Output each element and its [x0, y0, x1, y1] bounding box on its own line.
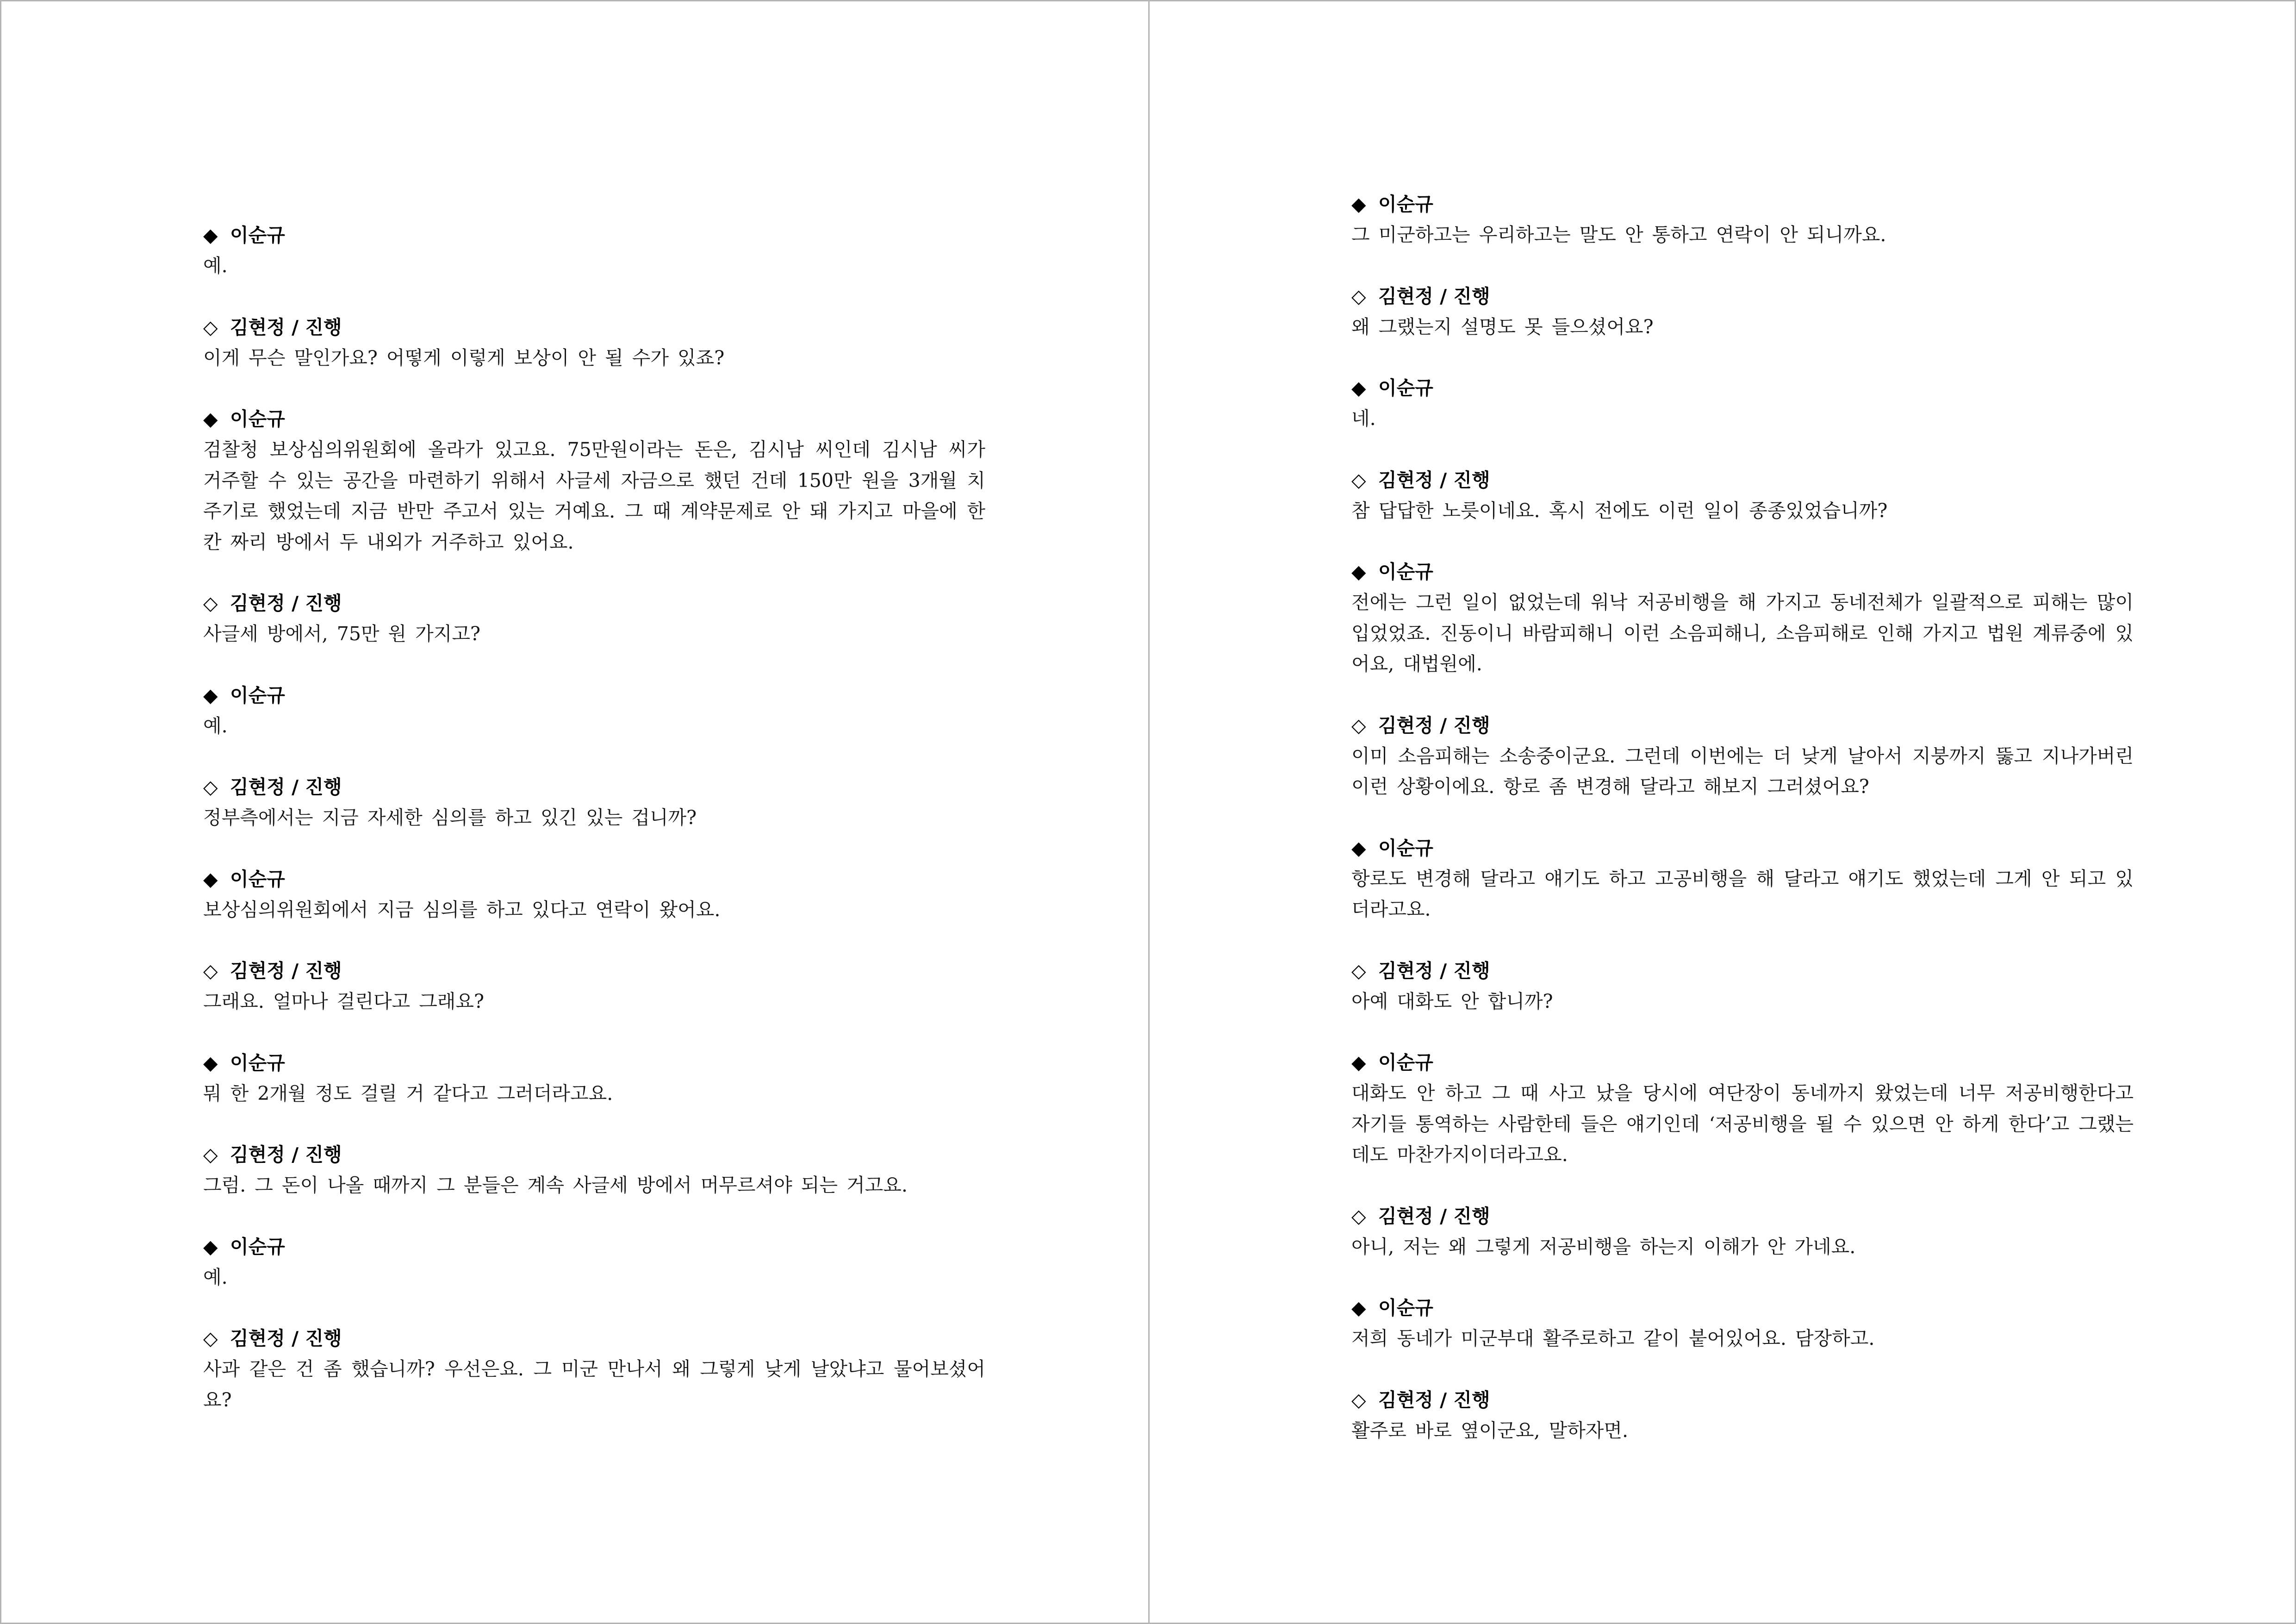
speaker-line	[203, 772, 985, 802]
speaker-line	[203, 220, 985, 250]
speaker-marker: ◇	[1351, 1205, 1366, 1227]
speaker-line	[1351, 956, 2134, 986]
right-page	[1150, 1, 2295, 1623]
speaker-name: 김현정 / 진행	[1378, 959, 1490, 982]
speaker-marker: ◇	[203, 1327, 218, 1349]
speaker-name: 이순규	[230, 684, 285, 706]
speaker-marker: ◇	[203, 316, 218, 338]
dialogue-text: 보상심의위원회에서 지금 심의를 하고 있다고 연락이 왔어요.	[203, 898, 721, 921]
speaker-line	[203, 588, 985, 618]
dialogue-entry	[203, 312, 985, 374]
dialogue-text: 정부측에서는 지금 자세한 심의를 하고 있긴 있는 겁니까?	[203, 806, 697, 829]
speaker-marker: ◆	[1351, 193, 1366, 215]
speaker-marker: ◇	[203, 1143, 218, 1166]
speaker-marker: ◇	[1351, 285, 1366, 307]
speaker-marker: ◇	[203, 960, 218, 982]
dialogue-entry	[1351, 189, 2134, 250]
dialogue-entry	[1351, 465, 2134, 526]
dialogue-text: 사과 같은 건 좀 했습니까? 우선은요. 그 미군 만나서 왜 그렇게 낮게 날았냐고 물어보셨어요?	[203, 1358, 985, 1411]
dialogue-entry	[203, 1323, 985, 1415]
dialogue-text: 검찰청 보상심의위원회에 올라가 있고요. 75만원이라는 돈은, 김시남 씨인데 김시남 씨가 거주할 수 있는 공간을 마련하기 위해서 사글세 자금으로 했던 건데 150만 원을 3개월 치 주기로 했었는데 지금 반만 주고서 있는 거예요. 그 때 계약문제로 안 돼 가지고 마을에 한 칸 짜리 방에서 두 내외가 거주하고 있어요.	[203, 438, 985, 553]
speaker-marker: ◆	[203, 1235, 218, 1258]
dialogue-entry	[203, 1139, 985, 1201]
speaker-marker: ◆	[203, 224, 218, 246]
dialogue-text: 이미 소음피해는 소송중이군요. 그런데 이번에는 더 낮게 날아서 지붕까지 뚫고 지나가버린 이런 상황이에요. 항로 좀 변경해 달라고 해보지 그러셨어요?	[1351, 744, 2134, 798]
dialogue-text: 저희 동네가 미군부대 활주로하고 같이 붙어있어요. 담장하고.	[1351, 1327, 1875, 1349]
speaker-marker: ◇	[203, 592, 218, 614]
speaker-name: 김현정 / 진행	[1378, 468, 1490, 491]
dialogue-entry	[203, 956, 985, 1017]
dialogue-entry	[1351, 1293, 2134, 1354]
dialogue-entry	[1351, 956, 2134, 1017]
speaker-name: 이순규	[1378, 377, 1433, 399]
speaker-marker: ◆	[203, 868, 218, 890]
dialogue-text: 활주로 바로 옆이군요, 말하자면.	[1351, 1419, 1629, 1442]
dialogue-entry	[1351, 1201, 2134, 1262]
speaker-line	[203, 1139, 985, 1170]
dialogue-text: 항로도 변경해 달라고 얘기도 하고 고공비행을 해 달라고 얘기도 했었는데 그게 안 되고 있더라고요.	[1351, 867, 2134, 920]
speaker-name: 김현정 / 진행	[230, 1327, 342, 1349]
dialogue-entry	[203, 680, 985, 742]
speaker-line	[1351, 373, 2134, 403]
speaker-name: 이순규	[230, 1051, 285, 1074]
speaker-line	[1351, 1047, 2134, 1078]
dialogue-text: 사글세 방에서, 75만 원 가지고?	[203, 623, 480, 645]
speaker-name: 김현정 / 진행	[1378, 714, 1490, 737]
dialogue-entry	[203, 404, 985, 557]
dialogue-entry	[203, 1231, 985, 1293]
speaker-line	[203, 1048, 985, 1078]
speaker-name: 김현정 / 진행	[230, 1143, 342, 1166]
speaker-line	[203, 312, 985, 343]
speaker-marker: ◆	[1351, 1051, 1366, 1074]
speaker-name: 이순규	[230, 224, 285, 246]
speaker-name: 김현정 / 진행	[230, 776, 342, 798]
speaker-marker: ◆	[203, 1051, 218, 1074]
dialogue-text: 네.	[1351, 407, 1376, 430]
speaker-marker: ◇	[203, 776, 218, 798]
speaker-line	[1351, 465, 2134, 495]
left-page-content	[203, 220, 985, 1446]
dialogue-entry	[1351, 1385, 2134, 1446]
speaker-marker: ◇	[1351, 468, 1366, 491]
speaker-line	[1351, 556, 2134, 587]
dialogue-entry	[1351, 281, 2134, 343]
speaker-line	[203, 956, 985, 986]
speaker-marker: ◇	[1351, 1388, 1366, 1411]
dialogue-entry	[1351, 1047, 2134, 1170]
speaker-line	[1351, 710, 2134, 741]
speaker-name: 김현정 / 진행	[1378, 1205, 1490, 1227]
speaker-marker: ◇	[1351, 959, 1366, 982]
dialogue-text: 전에는 그런 일이 없었는데 워낙 저공비행을 해 가지고 동네전체가 일괄적으로 피해는 많이 입었었죠. 진동이니 바람피해니 이런 소음피해니, 소음피해로 인해 가지고 법원 계류중에 있어요, 대법원에.	[1351, 591, 2134, 675]
dialogue-text: 아니, 저는 왜 그렇게 저공비행을 하는지 이해가 안 가네요.	[1351, 1235, 1856, 1258]
speaker-marker: ◆	[203, 684, 218, 706]
dialogue-entry	[203, 220, 985, 281]
speaker-name: 이순규	[230, 408, 285, 430]
speaker-line	[1351, 1201, 2134, 1231]
speaker-line	[203, 404, 985, 434]
speaker-name: 이순규	[1378, 1051, 1433, 1074]
speaker-name: 이순규	[1378, 837, 1433, 859]
dialogue-entry	[1351, 833, 2134, 925]
dialogue-entry	[1351, 373, 2134, 434]
speaker-name: 김현정 / 진행	[230, 592, 342, 614]
speaker-name: 이순규	[230, 1235, 285, 1258]
speaker-line	[203, 680, 985, 711]
dialogue-text: 예.	[203, 255, 228, 277]
dialogue-text: 이게 무슨 말인가요? 어떻게 이렇게 보상이 안 될 수가 있죠?	[203, 346, 725, 369]
dialogue-text: 그래요. 얼마나 걸린다고 그래요?	[203, 990, 484, 1012]
speaker-line	[1351, 1385, 2134, 1415]
speaker-marker: ◆	[203, 408, 218, 430]
speaker-line	[203, 1323, 985, 1354]
dialogue-entry	[203, 772, 985, 833]
speaker-name: 이순규	[1378, 1297, 1433, 1319]
dialogue-text: 아예 대화도 안 합니까?	[1351, 990, 1553, 1012]
dialogue-text: 그럼. 그 돈이 나올 때까지 그 분들은 계속 사글세 방에서 머무르셔야 되는 거고요.	[203, 1174, 908, 1196]
dialogue-entry	[203, 1048, 985, 1109]
dialogue-entry	[1351, 710, 2134, 802]
speaker-name: 이순규	[230, 868, 285, 890]
speaker-marker: ◇	[1351, 714, 1366, 737]
speaker-line	[1351, 1293, 2134, 1323]
dialogue-text: 그 미군하고는 우리하고는 말도 안 통하고 연락이 안 되니까요.	[1351, 224, 1886, 246]
speaker-line	[1351, 281, 2134, 312]
speaker-name: 김현정 / 진행	[1378, 285, 1490, 307]
dialogue-text: 왜 그랬는지 설명도 못 들으셨어요?	[1351, 315, 1654, 338]
left-page	[1, 1, 1148, 1623]
speaker-marker: ◆	[1351, 561, 1366, 583]
dialogue-text: 참 답답한 노릇이네요. 혹시 전에도 이런 일이 종종있었습니까?	[1351, 499, 1888, 522]
dialogue-text: 예.	[203, 714, 228, 737]
speaker-name: 김현정 / 진행	[1378, 1388, 1490, 1411]
dialogue-entry	[203, 864, 985, 925]
speaker-line	[1351, 833, 2134, 863]
dialogue-entry	[1351, 556, 2134, 680]
speaker-marker: ◆	[1351, 377, 1366, 399]
speaker-line	[203, 1231, 985, 1262]
speaker-line	[1351, 189, 2134, 219]
dialogue-entry	[203, 588, 985, 650]
speaker-name: 김현정 / 진행	[230, 960, 342, 982]
right-page-content	[1351, 189, 2134, 1476]
speaker-name: 김현정 / 진행	[230, 316, 342, 338]
dialogue-text: 뭐 한 2개월 정도 걸릴 거 같다고 그러더라고요.	[203, 1082, 613, 1105]
speaker-marker: ◆	[1351, 1297, 1366, 1319]
dialogue-text: 대화도 안 하고 그 때 사고 났을 당시에 여단장이 동네까지 왔었는데 너무 저공비행한다고 자기들 통역하는 사람한테 들은 얘기인데 ‘저공비행을 될 수 있으면 안 하게 한다’고 그랬는데도 마찬가지이더라고요.	[1351, 1082, 2134, 1166]
dialogue-text: 예.	[203, 1266, 228, 1288]
speaker-name: 이순규	[1378, 561, 1433, 583]
speaker-name: 이순규	[1378, 193, 1433, 215]
speaker-line	[203, 864, 985, 894]
speaker-marker: ◆	[1351, 837, 1366, 859]
